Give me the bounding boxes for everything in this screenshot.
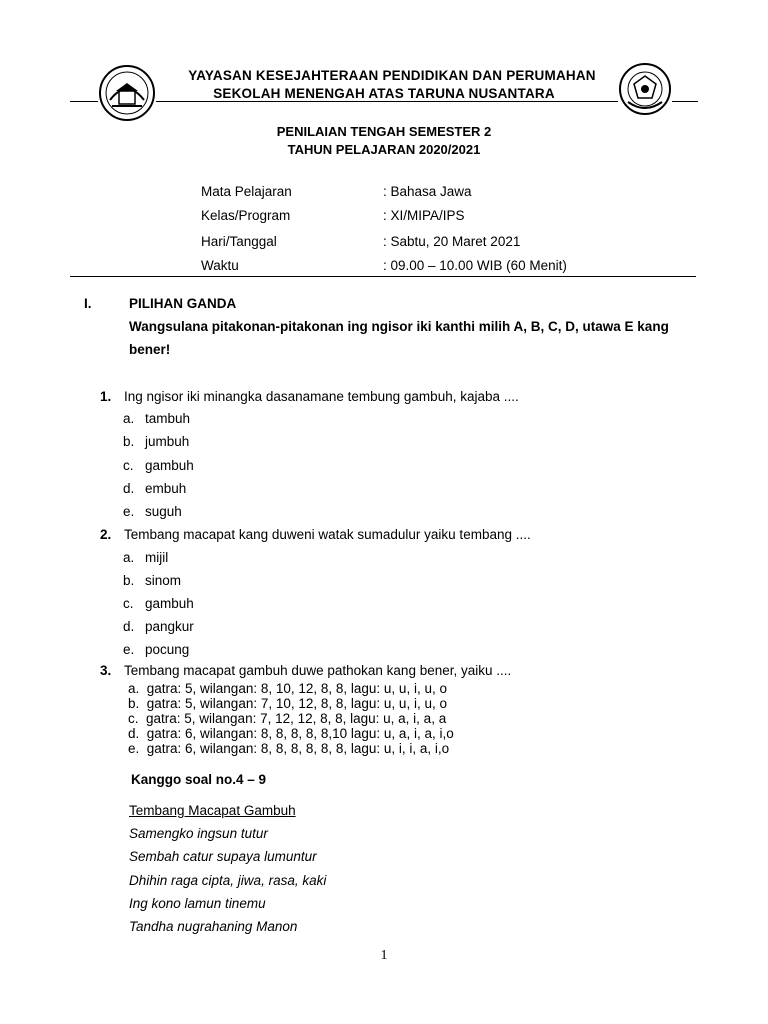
poem-line-2: Sembah catur supaya lumuntur: [129, 849, 317, 864]
q1-option-d: d. embuh: [123, 481, 187, 496]
question-number: 1.: [100, 389, 112, 404]
q3-option-a: a. gatra: 5, wilangan: 8, 10, 12, 8, 8, lagu: u, u, i, u, o: [128, 681, 447, 696]
question-text: Tembang macapat kang duweni watak sumadulur yaiku tembang ....: [124, 527, 531, 542]
school-name: SEKOLAH MENENGAH ATAS TARUNA NUSANTARA: [213, 86, 555, 101]
q3-option-b: b. gatra: 5, wilangan: 7, 10, 12, 8, 8, lagu: u, u, i, u, o: [128, 696, 447, 711]
section-instruction: Wangsulana pitakonan-pitakonan ing ngisor iki kanthi milih A, B, C, D, utawa E kang: [129, 319, 669, 334]
question-text: Tembang macapat gambuh duwe pathokan kang bener, yaiku ....: [124, 663, 512, 678]
question-number: 3.: [100, 663, 112, 678]
q2-option-d: d. pangkur: [123, 619, 194, 634]
subsection-label: Kanggo soal no.4 – 9: [131, 772, 267, 787]
question-number: 2.: [100, 527, 112, 542]
question-3: [100, 663, 511, 678]
foundation-name: YAYASAN KESEJAHTERAAN PENDIDIKAN DAN PERUMAHAN: [188, 68, 596, 83]
q1-option-b: b. jumbuh: [123, 434, 190, 449]
poem-title: Tembang Macapat Gambuh: [129, 803, 296, 818]
section-instruction-cont: bener!: [129, 342, 171, 357]
info-label-time: Waktu: [201, 258, 239, 273]
info-label-class: Kelas/Program: [201, 208, 291, 223]
section-title: PILIHAN GANDA: [129, 296, 237, 311]
question-1: [100, 389, 519, 404]
info-label-subject: Mata Pelajaran: [201, 184, 292, 199]
q2-option-c: c. gambuh: [123, 596, 194, 611]
poem-line-4: Ing kono lamun tinemu: [129, 896, 266, 911]
header-rule-center: [156, 101, 618, 102]
info-value-class: : XI/MIPA/IPS: [383, 208, 465, 223]
poem-line-5: Tandha nugrahaning Manon: [129, 919, 298, 934]
poem-line-3: Dhihin raga cipta, jiwa, rasa, kaki: [129, 873, 327, 888]
q3-option-e: e. gatra: 6, wilangan: 8, 8, 8, 8, 8, 8, lagu: u, i, i, a, i,o: [128, 741, 450, 756]
q3-option-d: d. gatra: 6, wilangan: 8, 8, 8, 8, 8,10 lagu: u, a, i, a, i,o: [128, 726, 454, 741]
q3-option-c: c. gatra: 5, wilangan: 7, 12, 12, 8, 8, lagu: u, a, i, a, a: [128, 711, 447, 726]
question-text: Ing ngisor iki minangka dasanamane tembung gambuh, kajaba ....: [124, 389, 519, 404]
section-number: I.: [84, 296, 92, 311]
info-value-time: : 09.00 – 10.00 WIB (60 Menit): [383, 258, 567, 273]
exam-year: TAHUN PELAJARAN 2020/2021: [287, 142, 481, 157]
info-rule: [70, 276, 696, 277]
question-2: [100, 527, 531, 542]
info-value-subject: : Bahasa Jawa: [383, 184, 472, 199]
q2-option-a: a. mijil: [123, 550, 169, 565]
poem-line-1: Samengko ingsun tutur: [129, 826, 268, 841]
info-value-date: : Sabtu, 20 Maret 2021: [383, 234, 521, 249]
info-label-date: Hari/Tanggal: [201, 234, 277, 249]
header-rule-left: [70, 101, 98, 102]
exam-title: PENILAIAN TENGAH SEMESTER 2: [276, 124, 492, 139]
header-rule-right: [672, 101, 698, 102]
q2-option-b: b. sinom: [123, 573, 182, 588]
page-number: 1: [380, 948, 388, 963]
q2-option-e: e. pocung: [123, 642, 190, 657]
q1-option-a: a. tambuh: [123, 411, 191, 426]
q1-option-e: e. suguh: [123, 504, 182, 519]
q1-option-c: c. gambuh: [123, 458, 194, 473]
